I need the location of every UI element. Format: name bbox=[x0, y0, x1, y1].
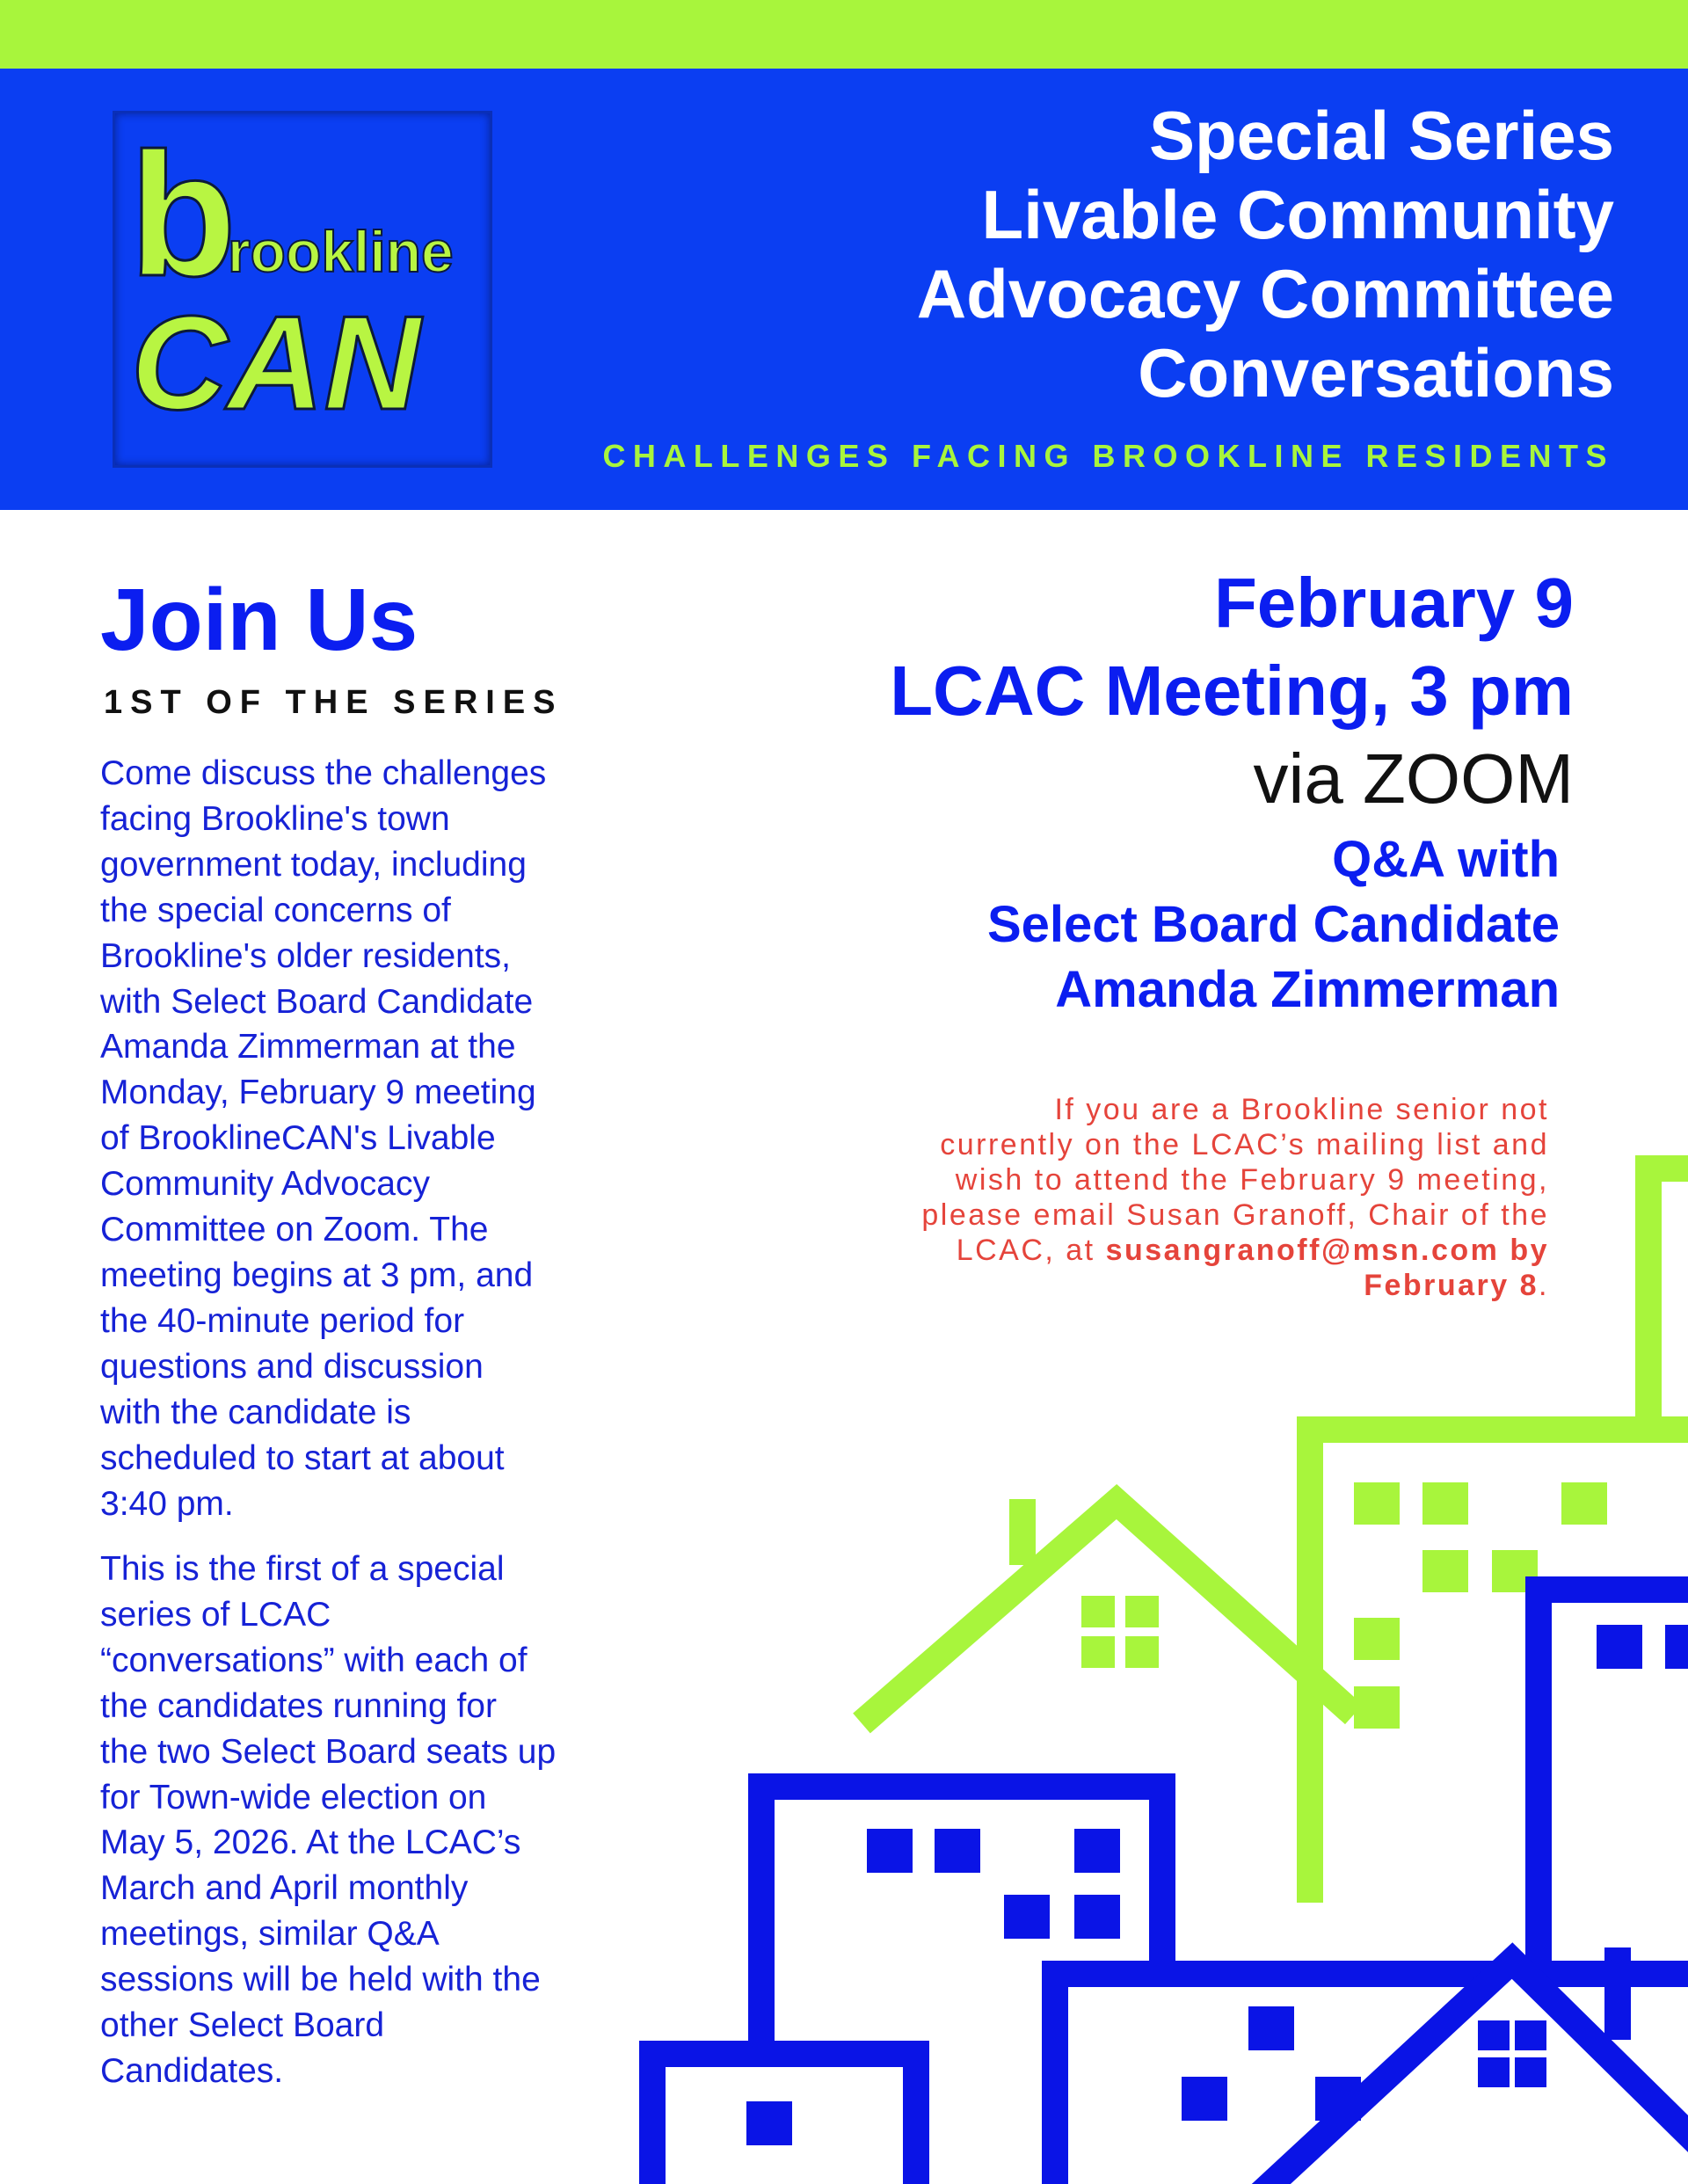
header-title-line-4: Conversations bbox=[1138, 334, 1614, 411]
header-title-line-2: Livable Community bbox=[981, 176, 1614, 253]
logo-word-can: CAN bbox=[131, 288, 421, 438]
rsvp-note-end: . bbox=[1539, 1269, 1549, 1302]
event-meeting-time: LCAC Meeting, 3 pm bbox=[890, 652, 1574, 730]
rsvp-note-text: If you are a Brookline senior not currently on the LCAC’s mailing list and wish to attend the February 9 meeting, please email Susan Granoff, Chair of the LCAC, at bbox=[921, 1093, 1549, 1267]
header-subtitle: CHALLENGES FACING BROOKLINE RESIDENTS bbox=[602, 438, 1614, 474]
rsvp-note bbox=[916, 1092, 1549, 1303]
series-label: 1ST OF THE SERIES bbox=[104, 684, 564, 721]
logo-initial-b: b bbox=[129, 117, 237, 313]
logo-word-rookline: rookline bbox=[228, 219, 454, 284]
event-platform: via ZOOM bbox=[1253, 739, 1574, 818]
header-title-line-1: Special Series bbox=[1148, 97, 1614, 174]
blue-buildings bbox=[652, 1590, 1688, 2184]
qa-line-1: Q&A with bbox=[1332, 831, 1560, 888]
description-paragraph-2: This is the first of a special series of LCAC “conversations” with each of the candidates running for the two Select Board seats up for Town-wide election on May 5, 2026. At the LCAC’s March and April monthly meetings, similar Q&A sessions will be held with the other Select Board Candidates. bbox=[100, 1550, 557, 2090]
rsvp-email-link[interactable]: susangranoff@msn.com by February 8 bbox=[1105, 1234, 1549, 1302]
qa-line-3: Amanda Zimmerman bbox=[1055, 961, 1560, 1018]
join-us-heading: Join Us bbox=[100, 571, 418, 669]
lime-tower-outline bbox=[1648, 1168, 1688, 1430]
event-date: February 9 bbox=[1213, 564, 1574, 642]
header-title-line-3: Advocacy Committee bbox=[916, 255, 1614, 332]
qa-line-2: Select Board Candidate bbox=[986, 896, 1560, 953]
description-paragraph-1: Come discuss the challenges facing Brookline's town government today, including the special concerns of Brookline's older residents, with Select Board Candidate Amanda Zimmerman at the Monday, February 9 meeting of BrooklineCAN's Livable Community Advocacy Committee on Zoom. The meeting begins at 3 pm, and the 40-minute period for questions and discussion with the candidate is scheduled to start at about 3:40 pm. bbox=[100, 754, 547, 1523]
lime-tall-building-outline bbox=[1310, 1430, 1688, 1433]
